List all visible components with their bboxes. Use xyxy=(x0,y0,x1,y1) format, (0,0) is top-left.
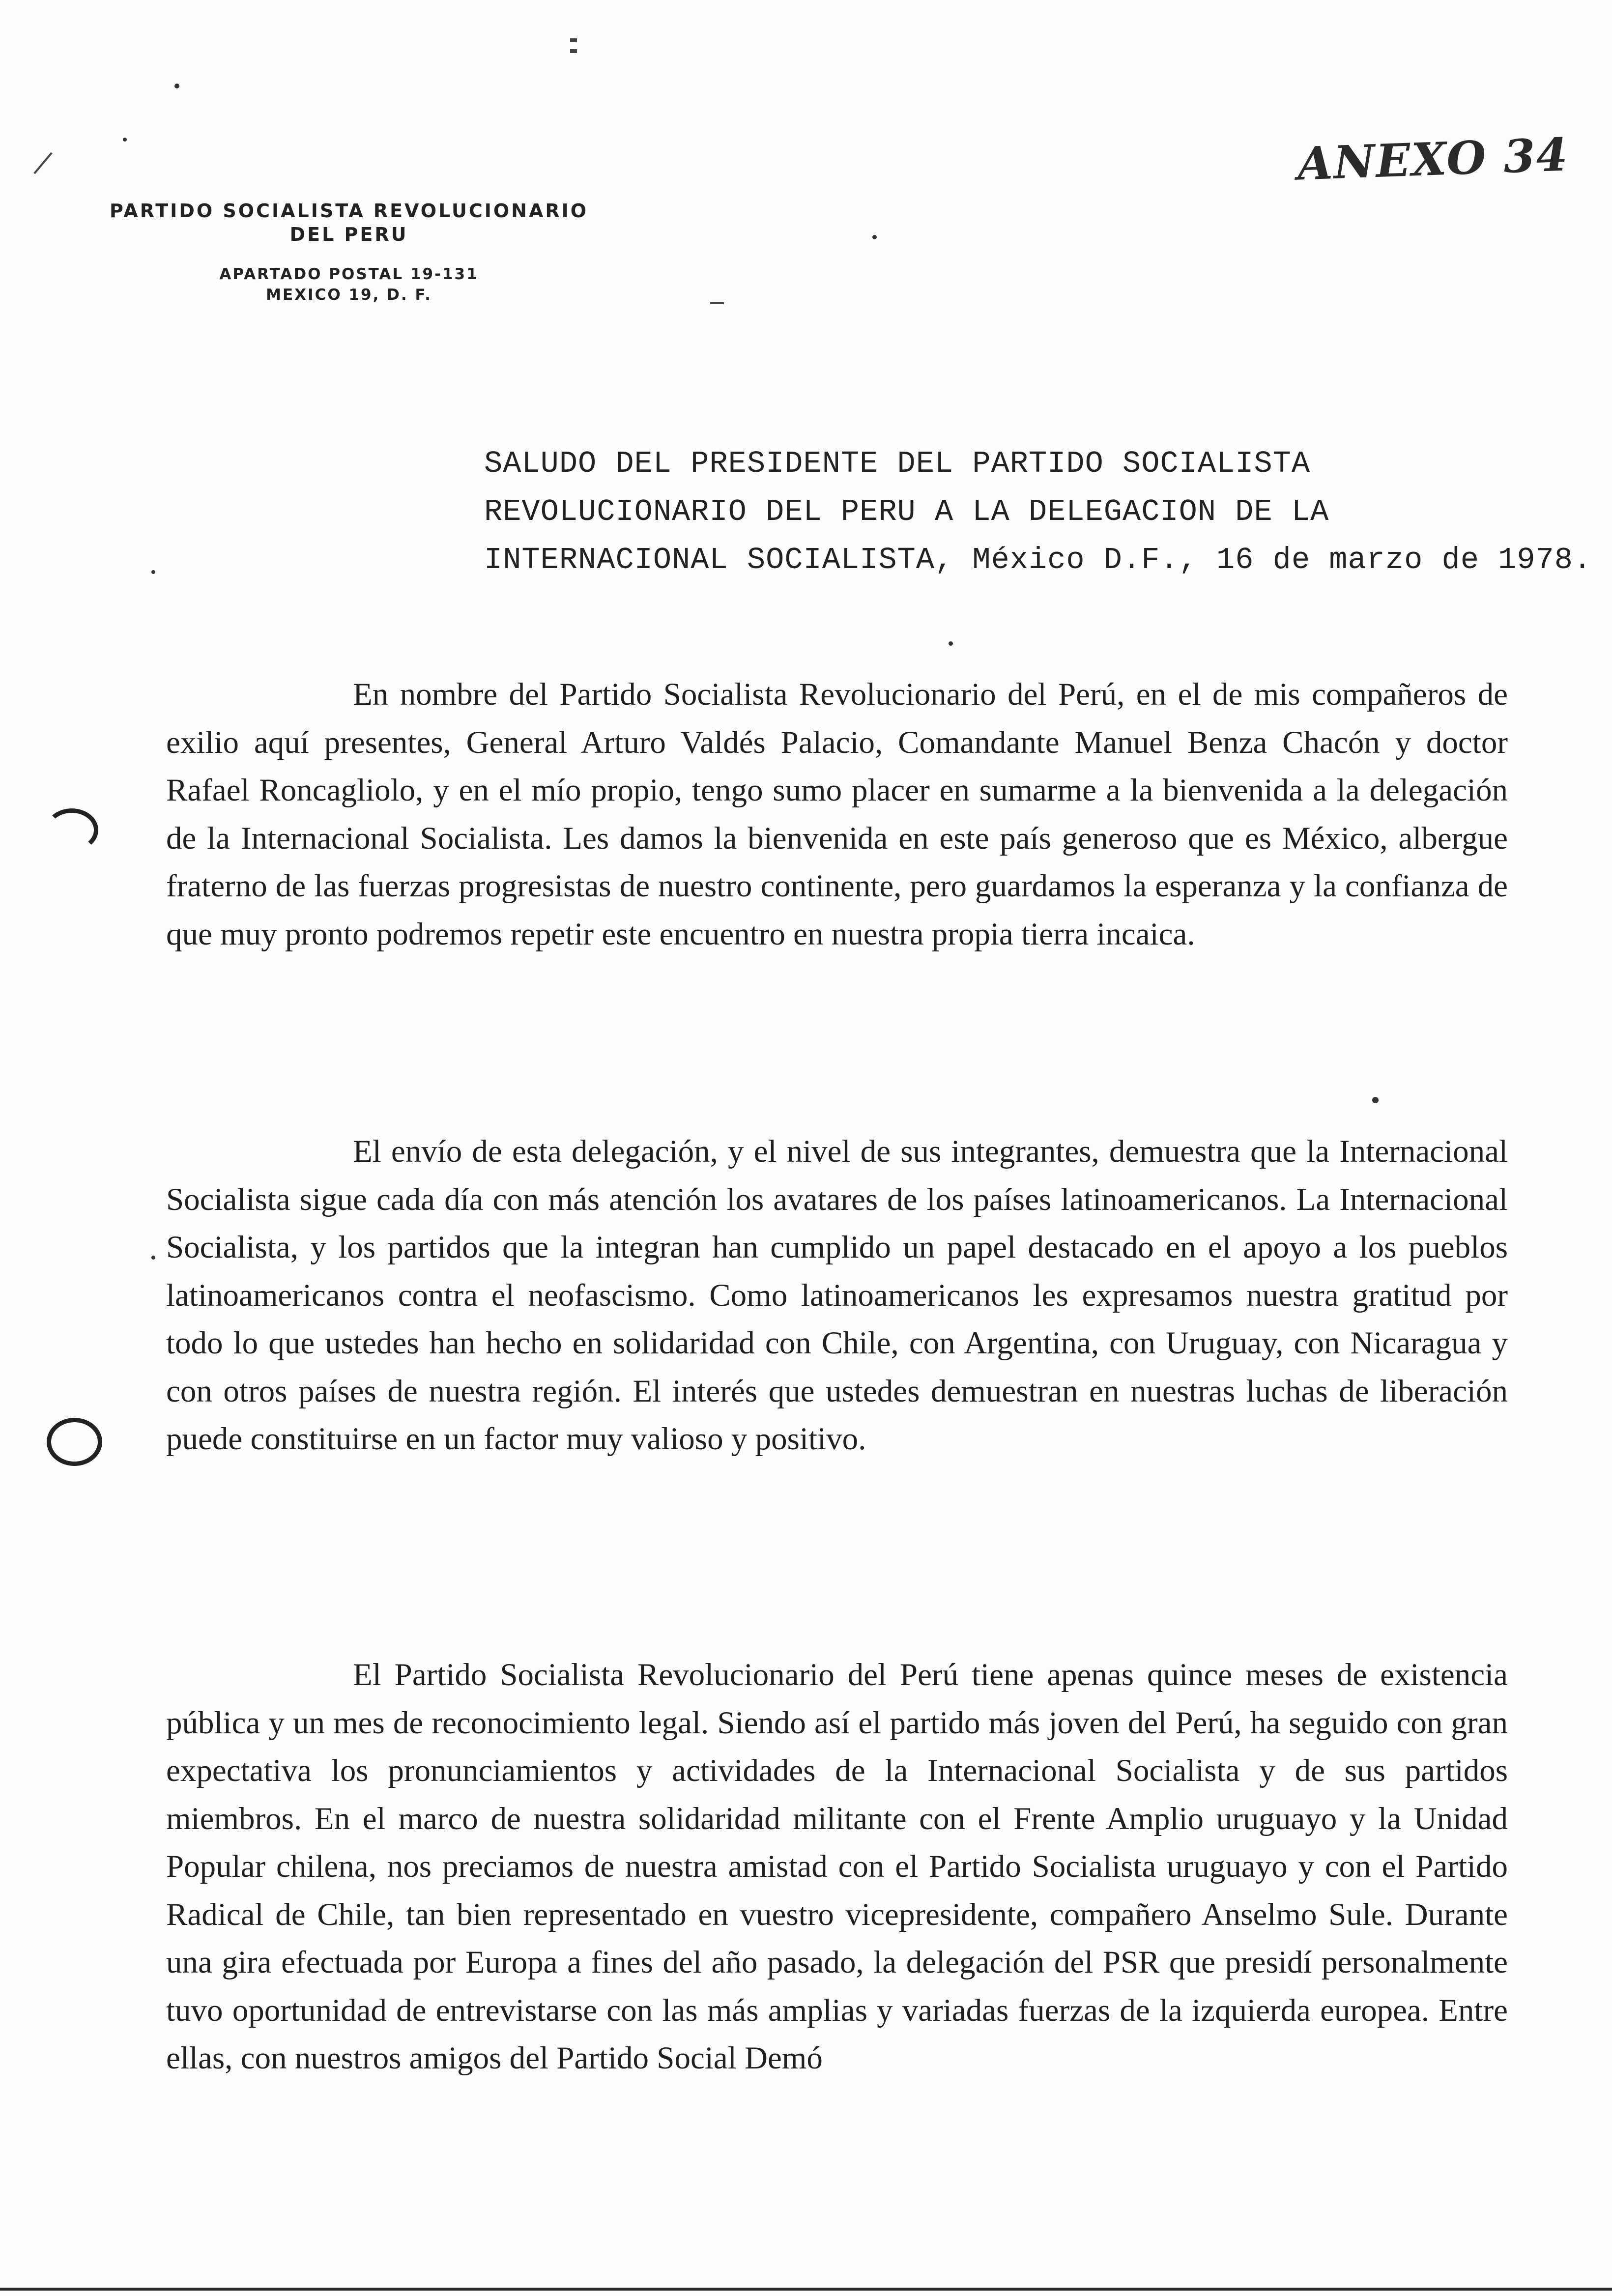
scan-mark xyxy=(1372,1097,1379,1103)
scan-mark xyxy=(872,235,877,239)
title-line: INTERNACIONAL SOCIALISTA, México D.F., 16 de marzo de 1978. xyxy=(484,543,1592,577)
scan-mark xyxy=(174,84,179,88)
letterhead-postal-box: APARTADO POSTAL 19-131 xyxy=(219,265,479,283)
title-line: REVOLUCIONARIO DEL PERU A LA DELEGACION DE LA xyxy=(484,494,1329,529)
scan-mark xyxy=(710,302,724,304)
letterhead xyxy=(74,199,624,305)
scan-mark xyxy=(570,49,577,53)
letterhead-country: DEL PERU xyxy=(289,224,408,245)
scan-mark xyxy=(949,641,953,646)
punch-hole-mark xyxy=(47,1418,102,1466)
document-title xyxy=(484,440,1592,584)
punch-hole-mark xyxy=(45,808,98,852)
title-line: SALUDO DEL PRESIDENTE DEL PARTIDO SOCIALISTA xyxy=(484,446,1311,481)
scan-mark xyxy=(123,138,127,142)
scan-mark xyxy=(33,152,52,174)
scan-mark xyxy=(570,38,577,42)
paragraph-text: El Partido Socialista Revolucionario del Perú tiene apenas quince meses de existencia pública y un mes de reconocimiento legal. Siendo así el partido más joven del Perú, ha seguido con gran expectativa los pronunciamientos y actividades de la Internacional Socialista y de sus partidos miembros. En el marco de nuestra solidaridad militante con el Frente Amplio uruguayo y la Unidad Popular chilena, nos preciamos de nuestra amistad con el Partido Socialista uruguayo y con el Partido Radical de Chile, tan bien representado en vuestro vicepresidente, compañero Anselmo Sule. Durante una gira efectuada por Europa a fines del año pasado, la delegación del PSR que presidí personalmente tuvo oportunidad de entrevistarse con las más amplias y variadas fuerzas de la izquierda europea. Entre ellas, con nuestros amigos del Partido Social Demó xyxy=(166,1657,1508,2076)
handwritten-annex-label: ANEXO 34 xyxy=(1296,128,1570,191)
paragraph-text: En nombre del Partido Socialista Revolucionario del Perú, en el de mis compañeros de exilio aquí presentes, General Arturo Valdés Palacio, Comandante Manuel Benza Chacón y doctor Rafael Roncagliolo, y en el mío propio, tengo sumo placer en sumarme a la bienvenida a la delegación de la Internacional Socialista. Les damos la bienvenida en este país generoso que es México, albergue fraterno de las fuerzas progresistas de nuestro continente, pero guardamos la esperanza y la confianza de que muy pronto podremos repetir este encuentro en nuestra propia tierra incaica. xyxy=(166,677,1508,952)
scan-mark xyxy=(151,1256,155,1260)
body-paragraph xyxy=(166,1651,1508,2083)
scan-mark xyxy=(151,570,155,574)
letterhead-organization: PARTIDO SOCIALISTA REVOLUCIONARIO xyxy=(109,200,589,222)
body-paragraph xyxy=(166,671,1508,958)
page-bottom-edge xyxy=(0,2288,1612,2291)
body-paragraph xyxy=(166,1128,1508,1464)
letterhead-city: MEXICO 19, D. F. xyxy=(266,286,432,304)
paragraph-text: El envío de esta delegación, y el nivel de sus integrantes, demuestra que la Internacional Socialista sigue cada día con más atención los avatares de los países latinoamericanos. La Internacional Socialista, y los partidos que la integran han cumplido un papel destacado en el apoyo a los pueblos latinoamericanos contra el neofascismo. Como latinoamericanos les expresamos nuestra gratitud por todo lo que ustedes han hecho en solidaridad con Chile, con Argentina, con Uruguay, con Nicaragua y con otros países de nuestra región. El interés que ustedes demuestran en nuestras luchas de liberación puede constituirse en un factor muy valioso y positivo. xyxy=(166,1134,1508,1457)
